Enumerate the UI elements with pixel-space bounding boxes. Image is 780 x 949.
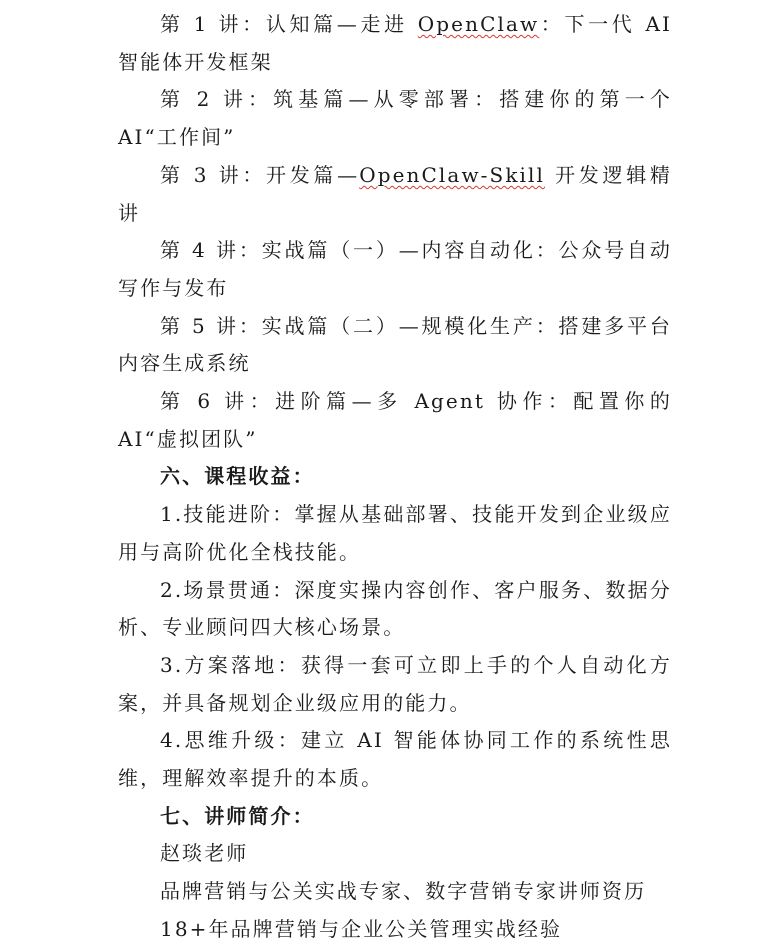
instructor-bio-line: 18+年品牌营销与企业公关管理实战经验 (160, 916, 563, 941)
benefit-item: 1.技能进阶：掌握从基础部署、技能开发到企业级应用与高阶优化全栈技能。 (118, 502, 672, 564)
lecture-text: 开发逻辑精讲 (118, 162, 672, 225)
section-heading: 六、课程收益： (160, 464, 315, 489)
lecture-item (118, 232, 672, 307)
lecture-item (118, 308, 672, 383)
lecture-list (118, 6, 672, 458)
lecture-text: 第 3 讲：开发篇— (160, 162, 360, 187)
lecture-text: ：下一代 AI 智能体开发框架 (118, 12, 672, 74)
section-heading: 七、讲师简介： (160, 803, 315, 828)
benefit-item: 3.方案落地：获得一套可立即上手的个人自动化方案，并具备规划企业级应用的能力。 (118, 652, 672, 715)
lecture-item (118, 157, 672, 232)
lecture-text: 第 1 讲：认知篇—走进 (160, 12, 418, 36)
lecture-item (118, 383, 672, 458)
lecture-text: 第 2 讲：筑基篇—从零部署：搭建你的第一个 AI“工作间” (118, 87, 672, 150)
spellcheck-term: OpenClaw-Skill (359, 162, 546, 187)
lecture-item (118, 6, 672, 81)
spellcheck-term: OpenClaw (417, 12, 540, 36)
instructor-bio-line: 品牌营销与公关实战专家、数字营销专家讲师资历 (160, 879, 647, 904)
benefit-item: 2.场景贯通：深度实操内容创作、客户服务、数据分析、专业顾问四大核心场景。 (118, 577, 672, 640)
lecture-text: 第 6 讲：进阶篇—多 Agent 协作：配置你的 AI“虚拟团队” (118, 389, 672, 451)
benefit-item: 4.思维升级：建立 AI 智能体协同工作的系统性思维，理解效率提升的本质。 (118, 728, 672, 791)
lecture-text: 第 4 讲：实战篇（一）—内容自动化：公众号自动写作与发布 (118, 238, 672, 300)
instructor-name: 赵琰老师 (160, 841, 249, 866)
lecture-text: 第 5 讲：实战篇（二）—规模化生产：搭建多平台内容生成系统 (118, 313, 672, 376)
lecture-item (118, 81, 672, 156)
instructor-section (118, 798, 672, 949)
benefits-section (118, 458, 672, 797)
